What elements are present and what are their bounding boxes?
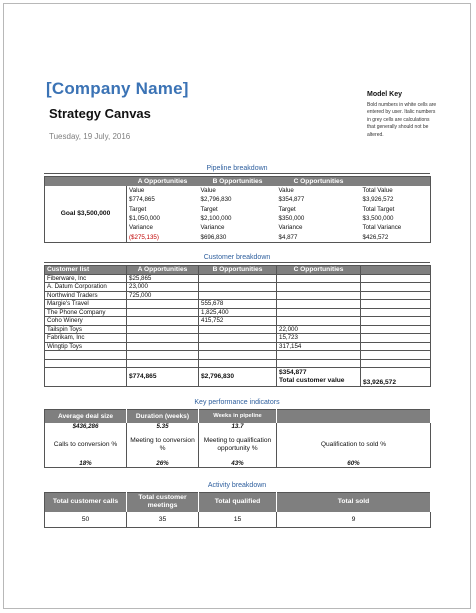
- pipeline-col-c: C Opportunities: [277, 177, 361, 186]
- pipeline-cell: Total Value: [362, 186, 393, 194]
- total-customer-calls[interactable]: 50: [45, 512, 127, 528]
- pipeline-cell[interactable]: $774,865: [129, 196, 155, 204]
- pipeline-cell: Value: [200, 186, 216, 194]
- customer-cell[interactable]: $25,865: [127, 274, 199, 283]
- table-row: [45, 359, 431, 368]
- customer-cell[interactable]: [277, 308, 361, 317]
- kpi-percent: 18%: [45, 460, 127, 468]
- customer-cell[interactable]: [127, 351, 199, 360]
- customer-totals-row: [45, 368, 431, 387]
- pipeline-cell[interactable]: $2,100,000: [200, 215, 232, 223]
- customer-header: Customer list: [45, 266, 127, 275]
- customer-name[interactable]: Fiberware, Inc: [45, 274, 127, 283]
- pipeline-cell: Value: [129, 186, 145, 194]
- pipeline-cell[interactable]: $3,500,000: [362, 215, 394, 223]
- company-name[interactable]: [Company Name]: [46, 79, 189, 98]
- customer-cell[interactable]: [199, 325, 277, 334]
- pipeline-cell: Total Target: [362, 205, 395, 213]
- pipeline-cell: Variance: [129, 224, 153, 232]
- customer-name[interactable]: Wingtip Toys: [45, 342, 127, 351]
- customer-cell[interactable]: [199, 291, 277, 300]
- kpi-header: Weeks in pipeline: [199, 410, 277, 423]
- kpi-value: 5.35: [127, 423, 199, 430]
- kpi-value: $436,286: [45, 423, 127, 430]
- customer-cell[interactable]: [277, 359, 361, 368]
- activity-table: [44, 492, 431, 528]
- total-customer-value-label: Total customer value: [279, 377, 345, 384]
- customer-cell[interactable]: [199, 283, 277, 292]
- pipeline-cell: Total Variance: [362, 224, 402, 232]
- customer-cell[interactable]: 555,678: [199, 300, 277, 309]
- kpi-label: Qualification to sold %: [320, 440, 387, 448]
- customer-cell[interactable]: [199, 274, 277, 283]
- total-c: $354,877: [279, 369, 307, 376]
- customer-name[interactable]: [45, 359, 127, 368]
- customer-cell[interactable]: [127, 342, 199, 351]
- pipeline-cell: Target: [200, 205, 218, 213]
- activity-header: Total customer meetings: [127, 493, 199, 512]
- page-title: Strategy Canvas: [49, 106, 151, 121]
- customer-table: [44, 265, 431, 387]
- customer-cell[interactable]: 317,154: [277, 342, 361, 351]
- customer-name[interactable]: Northwind Traders: [45, 291, 127, 300]
- kpi-value: 13.7: [199, 423, 277, 430]
- pipeline-cell[interactable]: $1,050,000: [129, 215, 160, 223]
- pipeline-table: [44, 176, 431, 243]
- pipeline-cell: Variance: [200, 224, 225, 232]
- customer-name[interactable]: Tailspin Toys: [45, 325, 127, 334]
- customer-cell[interactable]: [127, 300, 199, 309]
- customer-header: A Opportunities: [127, 266, 199, 275]
- customer-cell[interactable]: [199, 351, 277, 360]
- pipeline-cell: Target: [129, 205, 147, 213]
- customer-cell[interactable]: 1,825,400: [199, 308, 277, 317]
- customer-cell[interactable]: [127, 317, 199, 326]
- customer-cell[interactable]: [127, 334, 199, 343]
- activity-title: Activity breakdown: [207, 482, 267, 489]
- customer-cell[interactable]: [277, 283, 361, 292]
- customer-cell[interactable]: 15,723: [277, 334, 361, 343]
- table-row: [45, 300, 431, 309]
- pipeline-cell[interactable]: $3,926,572: [362, 196, 394, 204]
- date-label: Tuesday, 19 July, 2016: [49, 132, 131, 141]
- kpi-header: Duration (weeks): [127, 410, 199, 423]
- table-row: [45, 274, 431, 283]
- customer-cell[interactable]: [127, 308, 199, 317]
- pipeline-cell: ($275,135): [129, 233, 159, 241]
- kpi-percent: 43%: [199, 460, 277, 468]
- table-row: [45, 308, 431, 317]
- customer-cell[interactable]: [277, 300, 361, 309]
- table-row: [45, 283, 431, 292]
- customer-cell[interactable]: [199, 342, 277, 351]
- customer-cell[interactable]: [277, 317, 361, 326]
- customer-name[interactable]: Fabrikam, Inc: [45, 334, 127, 343]
- kpi-table: [44, 409, 431, 468]
- pipeline-col-b: B Opportunities: [199, 177, 277, 186]
- kpi-label: Meeting to conversion %: [127, 430, 199, 460]
- activity-header: Total customer calls: [45, 493, 127, 512]
- customer-name[interactable]: The Phone Company: [45, 308, 127, 317]
- customer-name[interactable]: A. Datum Corporation: [45, 283, 127, 292]
- total-sold[interactable]: 9: [277, 512, 431, 528]
- kpi-label: Meeting to qualification opportunity %: [199, 430, 277, 460]
- pipeline-cell: Variance: [278, 224, 303, 232]
- customer-name[interactable]: [45, 351, 127, 360]
- total-customer-meetings[interactable]: 35: [127, 512, 199, 528]
- kpi-header: [277, 410, 431, 423]
- total-a: $774,865: [127, 368, 199, 387]
- table-row: [45, 291, 431, 300]
- customer-cell[interactable]: 415,752: [199, 317, 277, 326]
- kpi-percent: 26%: [127, 460, 199, 468]
- pipeline-cell: $4,877: [278, 233, 298, 241]
- pipeline-cell: $696,830: [200, 233, 227, 241]
- customer-header: C Opportunities: [277, 266, 361, 275]
- activity-header: Total sold: [277, 493, 431, 512]
- table-row: [45, 317, 431, 326]
- kpi-percent: 60%: [347, 459, 360, 467]
- customer-cell[interactable]: [277, 291, 361, 300]
- activity-header: Total qualified: [199, 493, 277, 512]
- kpi-header: Average deal size: [45, 410, 127, 423]
- customer-header: B Opportunities: [199, 266, 277, 275]
- pipeline-cell: $426,572: [362, 233, 389, 241]
- customer-cell[interactable]: 22,000: [277, 325, 361, 334]
- customer-cell[interactable]: [199, 334, 277, 343]
- total-qualified[interactable]: 15: [199, 512, 277, 528]
- customer-name[interactable]: Margie's Travel: [45, 300, 127, 309]
- customer-title: Customer breakdown: [44, 253, 430, 263]
- kpi-label: Calls to conversion %: [45, 430, 127, 460]
- customer-cell[interactable]: [127, 325, 199, 334]
- pipeline-cell: Value: [278, 186, 294, 194]
- pipeline-title: Pipeline breakdown: [44, 164, 430, 174]
- customer-cell[interactable]: [199, 359, 277, 368]
- customer-cell[interactable]: 725,000: [127, 291, 199, 300]
- customer-cell[interactable]: [277, 274, 361, 283]
- pipeline-cell[interactable]: $2,796,830: [200, 196, 232, 204]
- table-row: [45, 334, 431, 343]
- customer-cell[interactable]: [127, 359, 199, 368]
- customer-cell[interactable]: 23,000: [127, 283, 199, 292]
- table-row: [45, 351, 431, 360]
- total-b: $2,796,830: [199, 368, 277, 387]
- model-key-title: Model Key: [367, 91, 403, 98]
- pipeline-cell[interactable]: $354,877: [278, 196, 305, 204]
- kpi-title: Key performance indicators: [194, 399, 280, 406]
- pipeline-cell: Target: [278, 205, 296, 213]
- pipeline-col-a: A Opportunities: [127, 177, 199, 186]
- pipeline-goal: Goal $3,500,000: [45, 186, 127, 242]
- table-row: [45, 342, 431, 351]
- customer-cell[interactable]: [277, 351, 361, 360]
- model-key-text: Bold numbers in white cells are entered by user. Italic numbers in grey cells are calculations that generally should not be altered.: [367, 102, 437, 138]
- customer-name[interactable]: Coho Winery: [45, 317, 127, 326]
- pipeline-cell[interactable]: $350,000: [278, 215, 305, 223]
- table-row: [45, 325, 431, 334]
- total-customer-value: $3,926,572: [361, 368, 431, 387]
